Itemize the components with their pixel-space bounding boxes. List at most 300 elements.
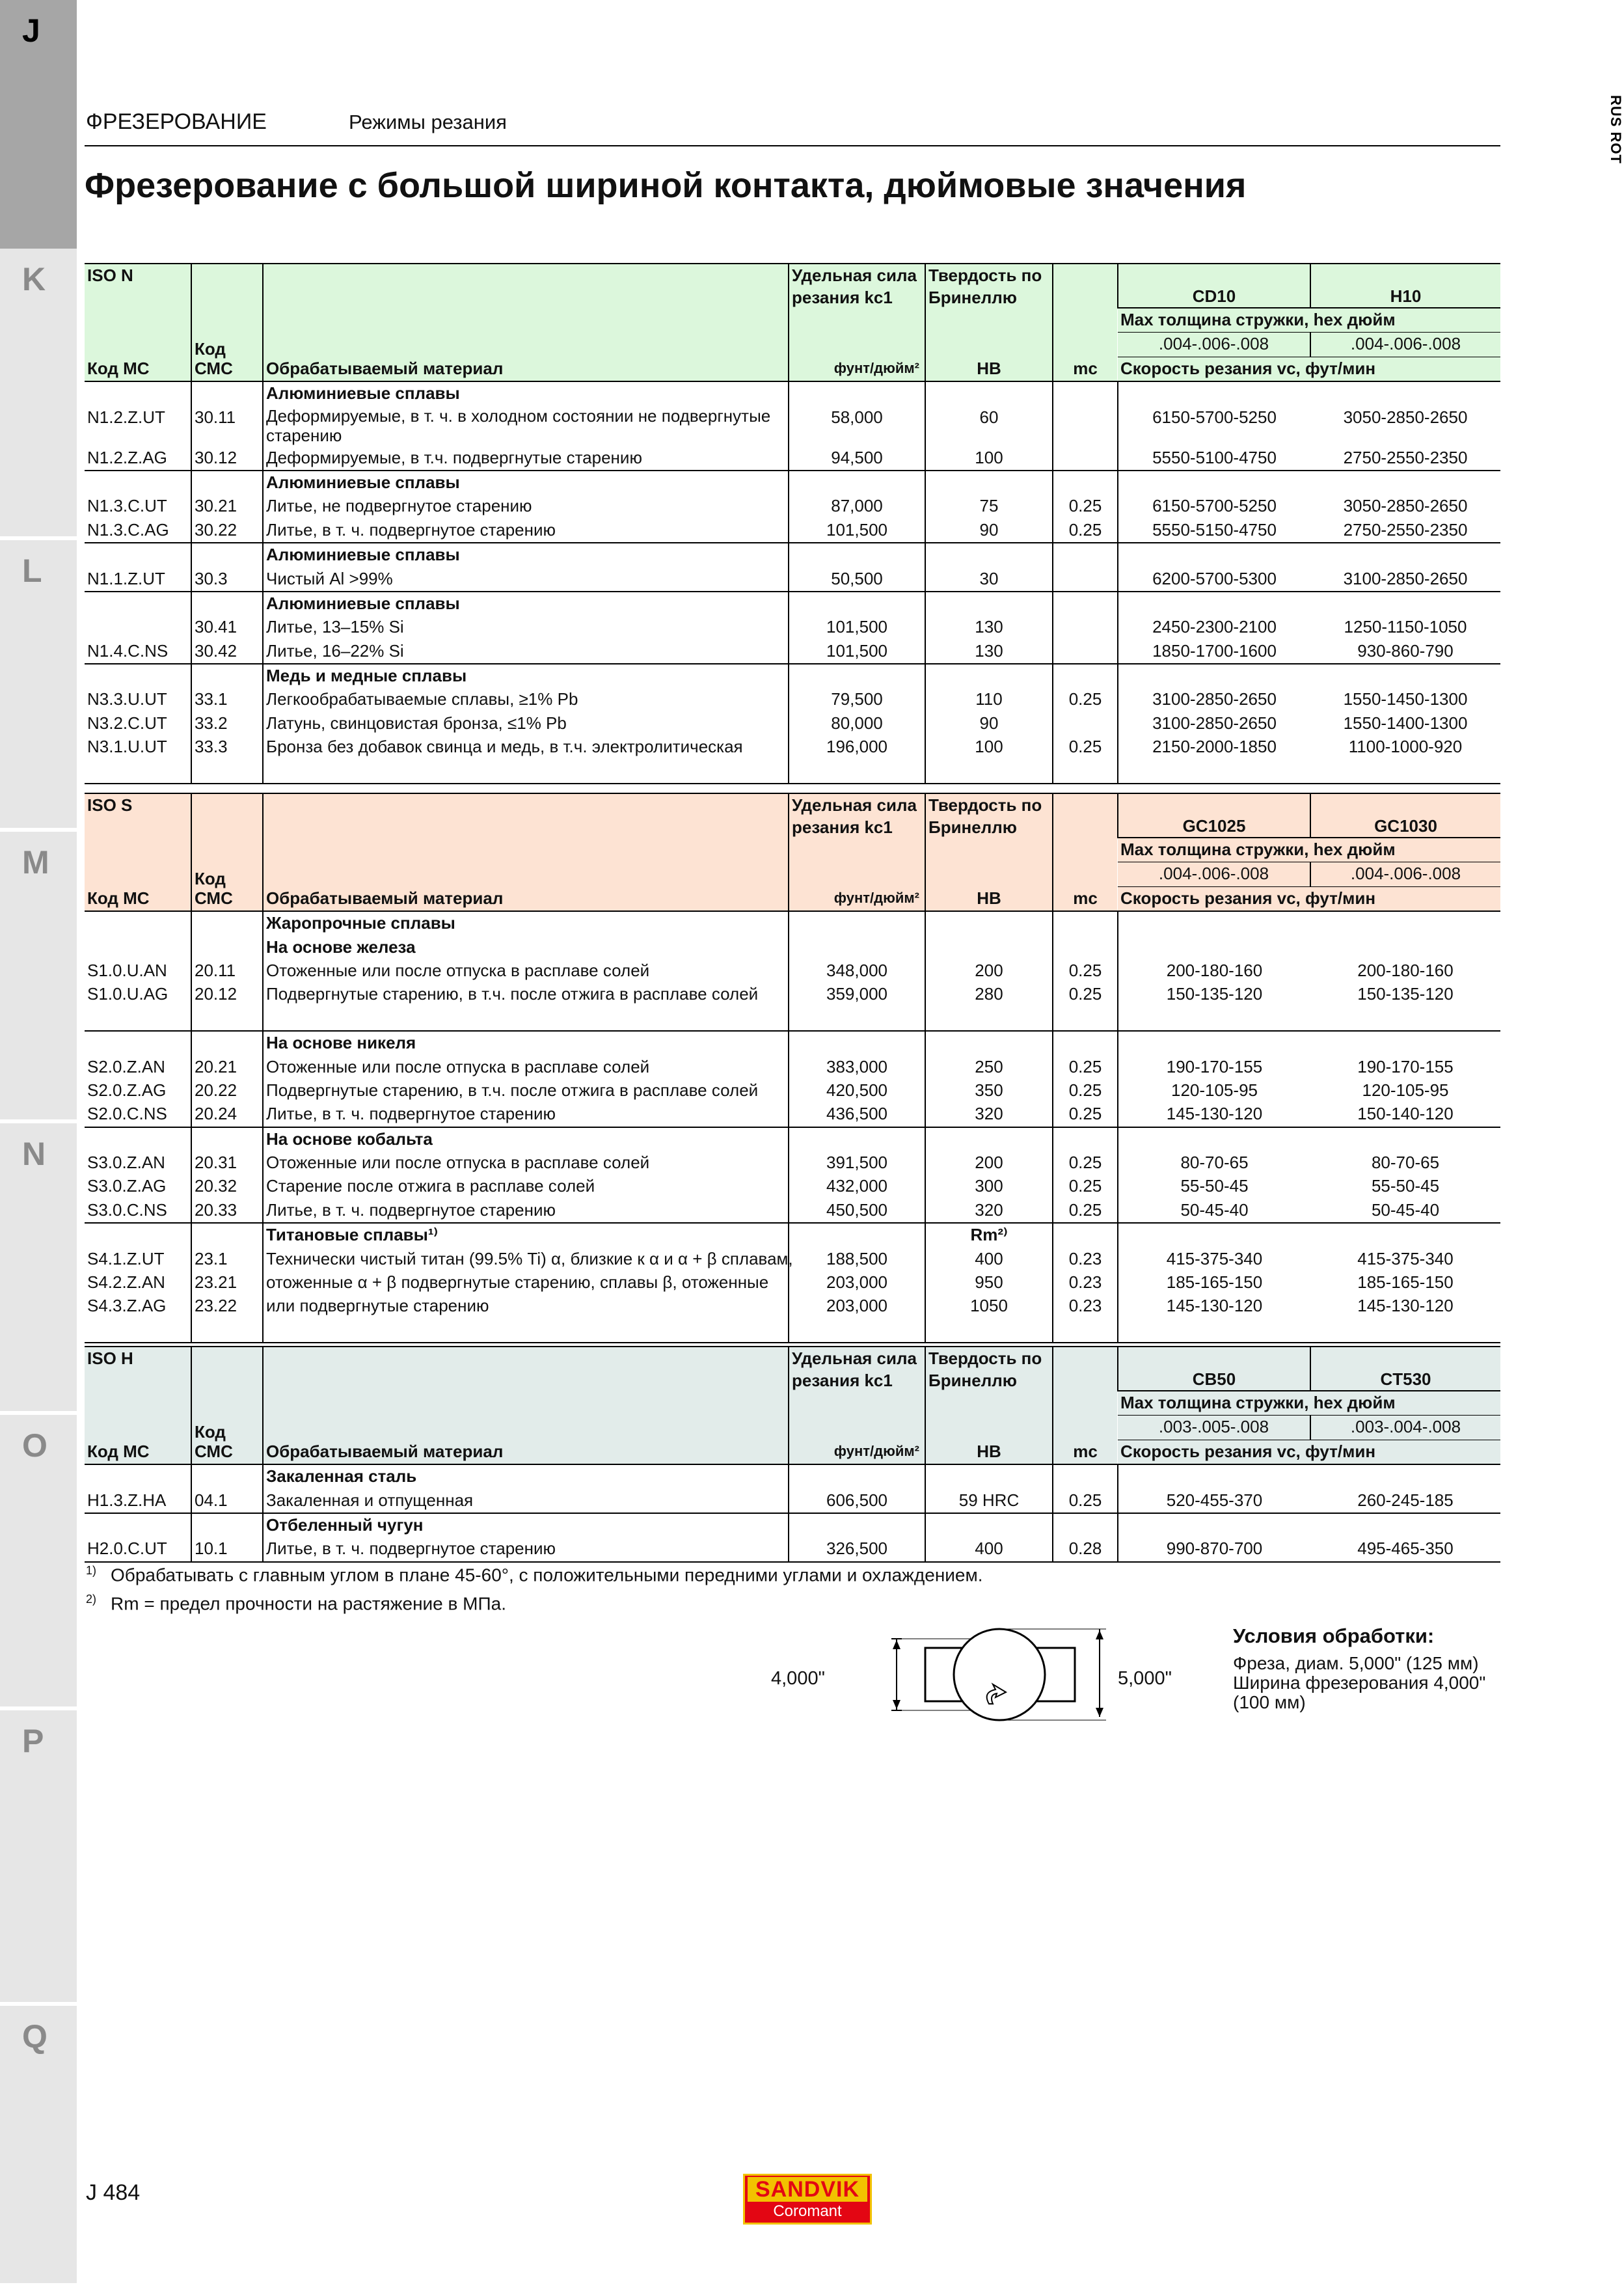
material-code-cell: N1.3.C.AG <box>87 519 169 540</box>
speed-1-cell: 185-165-150 <box>1118 1271 1310 1294</box>
hardness-cell <box>925 1031 1053 1055</box>
kc-cell: 101,500 <box>789 519 925 543</box>
kc-cell: 606,500 <box>789 1489 925 1513</box>
hardness-cell: 1050 <box>925 1294 1053 1318</box>
hb-unit: HB <box>977 888 1001 909</box>
grade-1-header <box>1118 264 1310 308</box>
material-cell: Подвергнутые старению, в т.ч. после отжига в расплаве солей <box>263 983 789 1006</box>
header-divider <box>85 145 1500 146</box>
material-cell: Алюминиевые сплавы <box>263 381 789 405</box>
speed-1-cell: 2150-2000-1850 <box>1118 735 1310 759</box>
mc-cell: 0.23 <box>1053 1248 1118 1271</box>
mc-header <box>1053 1347 1118 1464</box>
kc-cell <box>789 936 925 959</box>
table-row <box>85 616 1500 639</box>
material-cell: Отоженные или после отпуска в расплаве солей <box>263 959 789 983</box>
kc-cell <box>789 1127 925 1151</box>
speed-header <box>1118 1440 1500 1464</box>
kc-header <box>789 264 925 381</box>
mc-header-label: mc <box>1073 888 1098 909</box>
group-row <box>85 1464 1500 1488</box>
cmc-code-cell: 20.32 <box>191 1175 263 1198</box>
cmc-code-cell <box>191 1127 263 1151</box>
table-row <box>85 1102 1500 1127</box>
cmc-code-cell <box>191 1031 263 1055</box>
table-row <box>85 1294 1500 1318</box>
hardness-cell <box>925 1127 1053 1151</box>
footnote-text: Обрабатывать с главным углом в плане 45-60°, с положительными передними углами и охлаждением. <box>111 1565 983 1585</box>
mc-cell: 0.23 <box>1053 1271 1118 1294</box>
table-row <box>85 640 1500 664</box>
speed-1-cell: 990-870-700 <box>1118 1537 1310 1561</box>
mc-cell <box>1053 1513 1118 1537</box>
speed-label: Скорость резания vc, фут/мин <box>1120 888 1376 908</box>
kc-header-2: резания kc1 <box>792 817 893 837</box>
speed-header <box>1118 886 1500 911</box>
speed-2-cell: 1550-1450-1300 <box>1343 689 1468 709</box>
speed-label: Скорость резания vc, фут/мин <box>1120 1441 1376 1461</box>
footnote-1 <box>86 1564 983 1585</box>
material-code-cell: H1.3.Z.HA <box>87 1490 167 1510</box>
hardness-cell: 350 <box>925 1079 1053 1102</box>
mc-cell: 0.25 <box>1053 519 1118 543</box>
kc-cell: 383,000 <box>789 1056 925 1079</box>
cmc-code-cell: 30.42 <box>191 640 263 664</box>
table-row <box>85 446 1500 471</box>
kc-cell <box>789 1464 925 1488</box>
material-code-cell <box>85 911 191 935</box>
hardness-cell <box>925 911 1053 935</box>
hardness-cell <box>925 664 1053 688</box>
mc-cell <box>1053 446 1118 471</box>
material-code-cell: S4.1.Z.UT <box>87 1248 165 1268</box>
width-label: 4,000" <box>771 1668 825 1689</box>
speed-1-cell: 6200-5700-5300 <box>1118 568 1310 592</box>
mc-cell <box>1053 543 1118 567</box>
speed-1-cell <box>1118 664 1310 688</box>
kc-cell <box>789 1319 925 1343</box>
speed-2-cell <box>1310 471 1500 495</box>
chip-thickness-header <box>1118 308 1500 333</box>
footnote-mark: 2) <box>86 1593 97 1606</box>
kc-cell <box>789 1223 925 1247</box>
material-code-cell: S2.0.Z.AG <box>87 1080 167 1100</box>
material-code-cell: S2.0.C.NS <box>87 1104 167 1124</box>
kc-cell <box>789 592 925 616</box>
speed-2-cell <box>1310 1007 1500 1031</box>
mc-header-label: mc <box>1073 359 1098 379</box>
material-cell: Деформируемые, в т.ч. подвергнутые старению <box>263 446 789 471</box>
cmc-code-cell <box>191 471 263 495</box>
chip-range-1 <box>1118 862 1310 886</box>
chip-thickness-header <box>1118 1391 1500 1416</box>
footnote-mark: 1) <box>86 1564 97 1577</box>
material-header-label: Обрабатываемый материал <box>266 359 504 379</box>
hardness-cell <box>925 543 1053 567</box>
group-row <box>85 1031 1500 1055</box>
mc-cell: 0.25 <box>1053 735 1118 759</box>
speed-2-cell: 80-70-65 <box>1371 1153 1440 1173</box>
hardness-cell <box>925 1319 1053 1343</box>
speed-1-cell <box>1118 911 1310 935</box>
mc-cell <box>1053 1007 1118 1031</box>
tab-q[interactable] <box>0 2006 77 2287</box>
material-cell: Латунь, свинцовистая бронза, ≤1% Pb <box>263 712 789 735</box>
mc-cell <box>1053 381 1118 405</box>
hb-header <box>925 1347 1053 1464</box>
chip-range-2 <box>1310 333 1500 357</box>
material-cell: Старение после отжига в расплаве солей <box>263 1175 789 1198</box>
material-code-cell <box>85 1223 191 1247</box>
speed-2-cell: 3100-2850-2650 <box>1343 568 1468 588</box>
speed-2-cell: 415-375-340 <box>1357 1248 1454 1268</box>
material-header <box>263 793 789 911</box>
speed-2-cell: 930-860-790 <box>1357 640 1454 661</box>
tab-label: K <box>22 261 46 297</box>
tab-k[interactable] <box>0 249 77 540</box>
tab-p[interactable] <box>0 1710 77 2006</box>
material-cell: Отоженные или после отпуска в расплаве солей <box>263 1056 789 1079</box>
speed-2-cell <box>1310 664 1500 688</box>
hb-unit: HB <box>977 359 1001 379</box>
material-code-cell <box>85 936 191 959</box>
cmc-code-cell: 23.21 <box>191 1271 263 1294</box>
cmc-code-cell: 33.3 <box>191 735 263 759</box>
chip-thickness-label: Max толщина стружки, hex дюйм <box>1120 1393 1396 1412</box>
cmc-code-cell: 33.2 <box>191 712 263 735</box>
chip-range-1-value: .004-.006-.008 <box>1158 334 1269 354</box>
grade-2-header <box>1310 264 1500 308</box>
hardness-cell: 90 <box>925 519 1053 543</box>
material-cell: Литье, 16–22% Si <box>263 640 789 664</box>
material-code-cell <box>85 616 191 639</box>
speed-2-cell <box>1310 760 1500 784</box>
material-code-cell <box>85 664 191 688</box>
material-code-cell: S1.0.U.AN <box>87 960 167 980</box>
grade-2-label: H10 <box>1390 286 1422 306</box>
header-row <box>85 1347 1500 1391</box>
hardness-cell: 200 <box>925 959 1053 983</box>
header-row <box>85 264 1500 308</box>
kc-header-2: резания kc1 <box>792 288 893 307</box>
code-cmc-header-2: СМС <box>195 888 233 909</box>
material-code-cell: N1.2.Z.UT <box>87 407 165 427</box>
hardness-cell: 30 <box>925 568 1053 592</box>
table-row <box>85 959 1500 983</box>
cmc-code-cell: 10.1 <box>191 1537 263 1561</box>
tab-m[interactable] <box>0 832 77 1123</box>
group-row <box>85 1513 1500 1537</box>
material-cell: Технически чистый титан (99.5% Ti) α, близкие к α и α + β сплавам, <box>263 1248 789 1271</box>
mc-cell: 0.25 <box>1053 959 1118 983</box>
speed-1-cell <box>1118 936 1310 959</box>
material-code-cell <box>85 1007 191 1031</box>
kc-cell <box>789 1513 925 1537</box>
kc-cell <box>789 760 925 784</box>
kc-cell: 188,500 <box>789 1248 925 1271</box>
mc-cell <box>1053 1223 1118 1247</box>
material-code-cell: S1.0.U.AG <box>87 984 169 1004</box>
material-code-cell: S3.0.Z.AG <box>87 1176 167 1196</box>
chip-range-2-value: .004-.006-.008 <box>1350 864 1461 884</box>
material-cell: Литье, в т. ч. подвергнутое старению <box>263 1102 789 1127</box>
material-code-cell <box>85 543 191 567</box>
mc-cell: 0.25 <box>1053 1079 1118 1102</box>
mc-cell: 0.25 <box>1053 1102 1118 1127</box>
material-cell <box>263 760 789 784</box>
material-cell: Титановые сплавы¹⁾ <box>263 1223 789 1247</box>
material-header <box>263 264 789 381</box>
kc-cell: 79,500 <box>789 688 925 711</box>
mc-cell <box>1053 936 1118 959</box>
chapter-tabs <box>0 0 77 2283</box>
material-cell: Закаленная сталь <box>263 1464 789 1488</box>
hardness-cell: 130 <box>925 616 1053 639</box>
table-row <box>85 1079 1500 1102</box>
kc-cell: 196,000 <box>789 735 925 759</box>
cmc-code-cell: 23.1 <box>191 1248 263 1271</box>
table-row <box>85 1056 1500 1079</box>
grade-2-label: GC1030 <box>1374 816 1437 836</box>
material-cell: Подвергнутые старению, в т.ч. после отжига в расплаве солей <box>263 1079 789 1102</box>
kc-cell: 80,000 <box>789 712 925 735</box>
material-code-cell: N1.1.Z.UT <box>87 568 165 588</box>
speed-2-cell <box>1310 1464 1500 1488</box>
speed-2-cell <box>1310 1127 1500 1151</box>
iso-h-table <box>85 1346 1500 1563</box>
kc-header <box>789 793 925 911</box>
kc-cell: 436,500 <box>789 1102 925 1127</box>
speed-2-cell: 2750-2550-2350 <box>1343 447 1468 467</box>
kc-cell: 348,000 <box>789 959 925 983</box>
footnote-2 <box>86 1593 506 1614</box>
kc-cell: 359,000 <box>789 983 925 1006</box>
mc-cell: 0.25 <box>1053 1199 1118 1223</box>
speed-2-cell <box>1310 1513 1500 1537</box>
tab-label: P <box>22 1723 44 1759</box>
material-header-label: Обрабатываемый материал <box>266 888 504 909</box>
cmc-code-cell <box>191 911 263 935</box>
speed-2-cell <box>1310 936 1500 959</box>
conditions-line-3: (100 мм) <box>1233 1692 1306 1712</box>
chip-thickness-label: Max толщина стружки, hex дюйм <box>1120 310 1396 329</box>
speed-2-cell <box>1310 592 1500 616</box>
speed-1-cell: 3100-2850-2650 <box>1118 688 1310 711</box>
tab-o[interactable] <box>0 1415 77 1710</box>
cmc-code-cell: 20.33 <box>191 1199 263 1223</box>
material-cell: или подвергнутые старению <box>263 1294 789 1318</box>
kc-cell: 101,500 <box>789 616 925 639</box>
material-cell: Легкообрабатываемые сплавы, ≥1% Pb <box>263 688 789 711</box>
hardness-cell: 60 <box>925 406 1053 446</box>
speed-2-cell: 3050-2850-2650 <box>1343 407 1468 427</box>
iso-group-label: ISO S <box>87 795 133 815</box>
table-row <box>85 406 1500 446</box>
cmc-code-cell <box>191 664 263 688</box>
hardness-cell <box>925 1007 1053 1031</box>
hardness-cell: 300 <box>925 1175 1053 1198</box>
kc-cell: 58,000 <box>789 406 925 446</box>
header-row <box>85 793 1500 838</box>
kc-header-1: Удельная сила <box>792 795 917 815</box>
chip-range-2 <box>1310 862 1500 886</box>
group-row <box>85 664 1500 688</box>
grade-1-header <box>1118 1347 1310 1391</box>
material-cell: Литье, в т. ч. подвергнутое старению <box>263 519 789 543</box>
hardness-cell: 950 <box>925 1271 1053 1294</box>
mc-cell <box>1053 1127 1118 1151</box>
speed-1-cell: 145-130-120 <box>1118 1102 1310 1127</box>
mc-cell <box>1053 568 1118 592</box>
material-code-cell: S4.2.Z.AN <box>87 1272 165 1293</box>
mc-cell <box>1053 1319 1118 1343</box>
code-mc-header: Код МС <box>87 1442 150 1462</box>
group-row <box>85 543 1500 567</box>
tab-l[interactable] <box>0 540 77 832</box>
cmc-code-cell: 30.3 <box>191 568 263 592</box>
speed-2-cell: 3050-2850-2650 <box>1343 496 1468 516</box>
speed-2-cell: 185-165-150 <box>1357 1272 1454 1293</box>
speed-1-cell: 520-455-370 <box>1118 1489 1310 1513</box>
code-cmc-header <box>191 1347 263 1464</box>
material-cell: На основе железа <box>263 936 789 959</box>
group-row <box>85 911 1500 935</box>
speed-1-cell: 190-170-155 <box>1118 1056 1310 1079</box>
material-cell: отоженные α + β подвергнутые старению, сплавы β, отоженные <box>263 1271 789 1294</box>
cmc-code-cell: 20.12 <box>191 983 263 1006</box>
conditions-line-1: Фреза, диам. 5,000" (125 мм) <box>1233 1653 1479 1673</box>
table-row <box>85 1175 1500 1198</box>
cmc-code-cell <box>191 381 263 405</box>
code-cmc-header-1: Код <box>195 869 226 889</box>
speed-2-cell: 1100-1000-920 <box>1348 737 1463 757</box>
table-row <box>85 1007 1500 1031</box>
speed-1-cell: 3100-2850-2650 <box>1118 712 1310 735</box>
mc-cell <box>1053 1464 1118 1488</box>
material-cell: Отбеленный чугун <box>263 1513 789 1537</box>
mc-cell <box>1053 712 1118 735</box>
cmc-code-cell: 20.21 <box>191 1056 263 1079</box>
kc-cell <box>789 1007 925 1031</box>
cmc-code-cell: 23.22 <box>191 1294 263 1318</box>
material-header <box>263 1347 789 1464</box>
material-cell: Жаропрочные сплавы <box>263 911 789 935</box>
group-row <box>85 1223 1500 1247</box>
hardness-cell <box>925 936 1053 959</box>
speed-2-cell: 2750-2550-2350 <box>1343 519 1468 540</box>
speed-2-cell <box>1310 381 1500 405</box>
cmc-code-cell <box>191 592 263 616</box>
iso-n-table <box>85 263 1500 784</box>
table-row <box>85 1199 1500 1223</box>
material-code-cell <box>85 1127 191 1151</box>
sandvik-logo <box>743 2174 872 2225</box>
speed-label: Скорость резания vc, фут/мин <box>1120 358 1376 378</box>
chip-range-2-value: .003-.004-.008 <box>1350 1417 1461 1437</box>
kc-cell: 450,500 <box>789 1199 925 1223</box>
table-row <box>85 1271 1500 1294</box>
material-cell: Бронза без добавок свинца и медь, в т.ч. электролитическая <box>263 735 789 759</box>
table-row <box>85 1319 1500 1343</box>
kc-cell <box>789 911 925 935</box>
material-cell: На основе никеля <box>263 1031 789 1055</box>
speed-1-cell <box>1118 1127 1310 1151</box>
speed-2-cell <box>1310 1031 1500 1055</box>
cmc-code-cell <box>191 543 263 567</box>
material-header-label: Обрабатываемый материал <box>266 1442 504 1462</box>
speed-1-cell <box>1118 1223 1310 1247</box>
iso-group-cell <box>85 264 191 381</box>
hardness-cell <box>925 381 1053 405</box>
grade-1-label: CB50 <box>1192 1369 1236 1389</box>
speed-1-cell: 145-130-120 <box>1118 1294 1310 1318</box>
cmc-code-cell: 30.11 <box>191 406 263 446</box>
speed-2-cell: 50-45-40 <box>1371 1199 1440 1220</box>
mc-cell: 0.25 <box>1053 688 1118 711</box>
speed-1-cell: 1850-1700-1600 <box>1118 640 1310 664</box>
kc-cell <box>789 664 925 688</box>
kc-cell: 94,500 <box>789 446 925 471</box>
code-mc-header: Код МС <box>87 359 150 379</box>
group-row <box>85 1127 1500 1151</box>
speed-2-cell: 55-50-45 <box>1371 1176 1440 1196</box>
mc-header <box>1053 264 1118 381</box>
speed-1-cell <box>1118 1031 1310 1055</box>
speed-1-cell: 6150-5700-5250 <box>1118 495 1310 518</box>
chip-range-1-value: .004-.006-.008 <box>1158 864 1269 884</box>
tab-label: J <box>22 12 40 49</box>
kc-cell: 420,500 <box>789 1079 925 1102</box>
kc-unit: фунт/дюйм² <box>833 890 919 907</box>
cmc-code-cell <box>191 1464 263 1488</box>
iso-group-label: ISO N <box>87 266 133 285</box>
speed-1-cell: 200-180-160 <box>1118 959 1310 983</box>
kc-cell: 203,000 <box>789 1294 925 1318</box>
mc-cell <box>1053 760 1118 784</box>
tab-label: N <box>22 1136 46 1172</box>
speed-2-cell: 150-135-120 <box>1357 984 1454 1004</box>
speed-2-cell: 200-180-160 <box>1357 960 1454 980</box>
hardness-cell: 280 <box>925 983 1053 1006</box>
hardness-cell: 200 <box>925 1151 1053 1175</box>
material-cell: На основе кобальта <box>263 1127 789 1151</box>
kc-unit: фунт/дюйм² <box>833 360 919 377</box>
subsection-header: Режимы резания <box>349 111 507 133</box>
mc-cell: 0.25 <box>1053 1175 1118 1198</box>
hb-header <box>925 264 1053 381</box>
code-cmc-header-1: Код <box>195 339 226 359</box>
hb-header-1: Твердость по <box>928 795 1042 815</box>
hardness-cell: 100 <box>925 446 1053 471</box>
cmc-code-cell: 30.22 <box>191 519 263 543</box>
tab-n[interactable] <box>0 1123 77 1415</box>
logo-sub: Coromant <box>773 2202 842 2220</box>
grade-2-header <box>1310 793 1500 838</box>
cmc-code-cell <box>191 1223 263 1247</box>
chip-range-2-value: .004-.006-.008 <box>1350 334 1461 354</box>
cmc-code-cell <box>191 1319 263 1343</box>
material-cell: Закаленная и отпущенная <box>263 1489 789 1513</box>
material-cell: Деформируемые, в т. ч. в холодном состоянии не подвергнутые старению <box>263 406 789 446</box>
hardness-cell: 250 <box>925 1056 1053 1079</box>
table-row <box>85 1489 1500 1513</box>
kc-cell <box>789 1031 925 1055</box>
group-row <box>85 471 1500 495</box>
chip-range-1 <box>1118 1416 1310 1440</box>
chip-range-1-value: .003-.005-.008 <box>1158 1417 1269 1437</box>
material-cell: Алюминиевые сплавы <box>263 471 789 495</box>
section-header: ФРЕЗЕРОВАНИЕ <box>86 109 267 134</box>
